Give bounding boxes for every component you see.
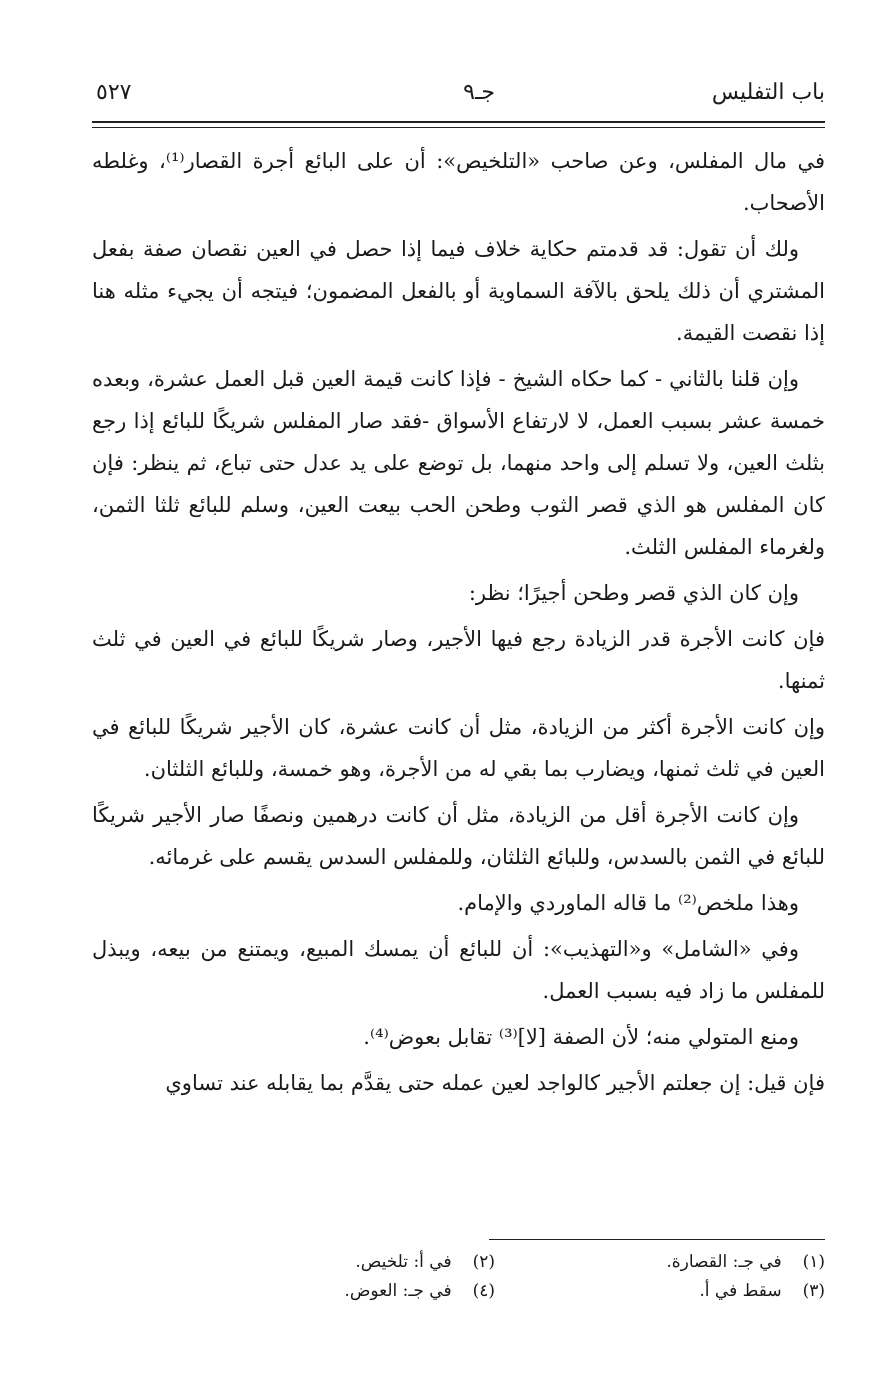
footnote — [165, 1248, 495, 1277]
footnote-divider — [489, 1239, 825, 1240]
volume-label: جـ٩ — [463, 80, 495, 105]
footnotes — [92, 1248, 825, 1306]
page-header — [92, 80, 825, 116]
footnote-number: (٢) — [472, 1252, 495, 1272]
paragraph: وفي «الشامل» و«التهذيب»: أن للبائع أن يمسك المبيع، ويمتنع من بيعه، ويبذل للمفلس ما زاد فيه بسبب العمل. — [92, 937, 825, 1003]
footnote-row — [92, 1248, 825, 1277]
header-rule-thin — [92, 127, 825, 128]
footnote — [165, 1277, 495, 1306]
footnote-text: في أ: تلخيص. — [355, 1252, 452, 1272]
footnote — [495, 1277, 825, 1306]
paragraph: وإن كانت الأجرة أقل من الزيادة، مثل أن كانت درهمين ونصفًا صار الأجير شريكًا للبائع في الثمن بالسدس، وللبائع الثلثان، وللمفلس السدس يقسم على غرمائه. — [92, 803, 825, 869]
book-page — [92, 0, 825, 1373]
paragraph: ومنع المتولي منه؛ لأن الصفة [لا]⁽³⁾ تقابل بعوض⁽⁴⁾. — [363, 1025, 799, 1049]
footnote-row — [92, 1277, 825, 1306]
footnote-number: (٤) — [472, 1281, 495, 1301]
footnote — [495, 1248, 825, 1277]
paragraph: وإن كان الذي قصر وطحن أجيرًا؛ نظر: — [468, 581, 799, 605]
footnote-number: (٣) — [802, 1281, 825, 1301]
page-number: ٥٢٧ — [96, 80, 132, 105]
footnote-number: (١) — [802, 1252, 825, 1272]
footnote-text: سقط في أ. — [699, 1281, 782, 1301]
paragraph: ولك أن تقول: قد قدمتم حكاية خلاف فيما إذا حصل في العين نقصان صفة بفعل المشتري أن ذلك يلحق بالآفة السماوية أو بالفعل المضمون؛ فيتجه أن يجيء مثله هنا إذا نقصت القيمة. — [92, 237, 825, 345]
paragraph: وهذا ملخص⁽²⁾ ما قاله الماوردي والإمام. — [457, 891, 799, 915]
footnote-text: في جـ: القصارة. — [666, 1252, 782, 1272]
paragraph: في مال المفلس، وعن صاحب «التلخيص»: أن على البائع أجرة القصار⁽¹⁾، وغلطه الأصحاب. — [92, 149, 825, 215]
main-text — [92, 140, 825, 1108]
paragraph: وإن كانت الأجرة أكثر من الزيادة، مثل أن كانت عشرة، كان الأجير شريكًا للبائع في العين في ثلث ثمنها، ويضارب بما بقي له من الأجرة، وهو خمسة، وللبائع الثلثان. — [92, 715, 825, 781]
paragraph: فإن كانت الأجرة قدر الزيادة رجع فيها الأجير، وصار شريكًا للبائع في العين في ثلث ثمنها. — [92, 627, 825, 693]
paragraph: وإن قلنا بالثاني - كما حكاه الشيخ - فإذا كانت قيمة العين قبل العمل عشرة، وبعده خمسة عشر بسبب العمل، لا لارتفاع الأسواق -فقد صار المفلس شريكًا للبائع إذا رجع بثلث العين، ولا تسلم إلى واحد منهما، بل توضع على يد عدل حتى تباع، ثم ينظر: فإن كان المفلس هو الذي قصر الثوب وطحن الحب بيعت العين، وسلم للبائع ثلثا الثمن، ولغرماء المفلس الثلث. — [92, 367, 825, 559]
paragraph: فإن قيل: إن جعلتم الأجير كالواجد لعين عمله حتى يقدَّم بما يقابله عند تساوي — [165, 1071, 825, 1095]
header-rule — [92, 121, 825, 123]
footnote-text: في جـ: العوض. — [344, 1281, 452, 1301]
chapter-title: باب التفليس — [711, 80, 825, 105]
